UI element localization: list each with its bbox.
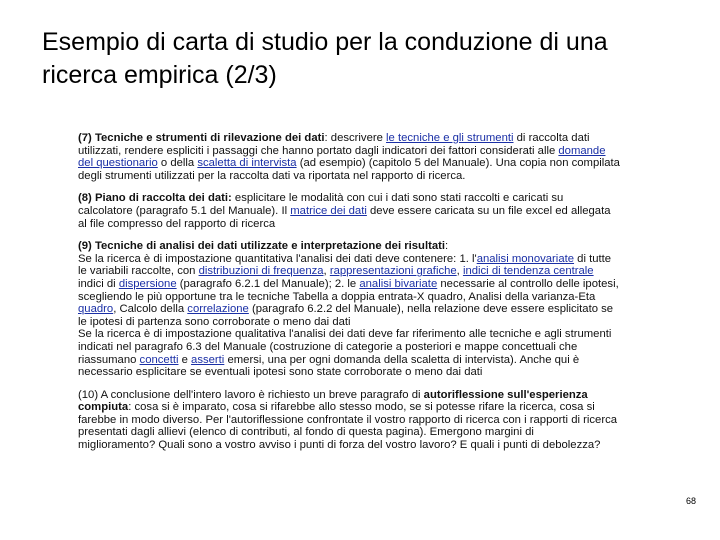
body-text: le variabili raccolte, con — [78, 265, 199, 278]
body-text: presentati dagli allievi (elenco di contributi, al fondo di questa pagina). Emergono margini di — [78, 426, 534, 439]
slide-title-line-1: Esempio di carta di studio per la conduzione di una — [42, 28, 608, 56]
body-text: indici di — [78, 277, 119, 290]
inline-link[interactable]: concetti — [139, 353, 179, 366]
inline-link[interactable]: analisi monovariate — [476, 252, 575, 265]
page-number: 68 — [686, 496, 697, 506]
bold-heading-text: compiuta — [78, 401, 129, 414]
text-line — [78, 253, 646, 266]
body-text: scegliendo le più opportune tra le tecniche Tabella a doppia entrata-X quadro, Analisi della varianza-Eta — [78, 290, 596, 303]
text-line — [78, 303, 646, 316]
slide-title — [42, 26, 702, 92]
body-text: emersi, una per ogni domanda della scaletta di intervista). Anche qui è — [224, 353, 580, 366]
body-text: farebbe in modo diverso. Per l'autoriflessione confrontate il vostro rapporto di ricerca con i rapporti di ricerca — [78, 413, 618, 426]
bold-heading-text: autoriflessione sull'esperienza — [423, 388, 588, 401]
body-text: di raccolta dati — [513, 132, 590, 144]
text-line — [78, 439, 646, 452]
body-text: (ad esempio) (capitolo 5 del Manuale). Una copia non compilata — [296, 157, 620, 170]
body-text: indicati nel paragrafo 6.3 del Manuale (costruzione di categorie a posteriori e mappe concettuali che — [78, 340, 578, 353]
inline-link[interactable]: del questionario — [78, 157, 158, 170]
body-text: : — [445, 240, 449, 253]
body-text: calcolatore (paragrafo 5.1 del Manuale). Il — [78, 204, 291, 217]
text-line — [78, 366, 646, 379]
paragraph-p9 — [78, 240, 646, 379]
body-text: Se la ricerca è di impostazione quantitativa l'analisi dei dati deve contenere: 1. l' — [78, 252, 477, 265]
body-text: (paragrafo 6.2.2 del Manuale), nella relazione deve essere esplicitato se — [248, 303, 614, 316]
inline-link[interactable]: analisi bivariate — [359, 277, 438, 290]
text-line — [78, 145, 646, 158]
body-text: riassumano — [78, 353, 140, 366]
inline-link[interactable]: correlazione — [187, 303, 249, 316]
bold-heading-text: (8) Piano di raccolta dei dati: — [78, 192, 232, 205]
text-line — [78, 341, 646, 354]
inline-link[interactable]: scaletta di intervista — [197, 157, 297, 170]
paragraph-p7 — [78, 132, 646, 182]
inline-link[interactable]: quadro — [78, 303, 114, 316]
study-card-excerpt — [78, 132, 646, 462]
slide-title-line-2: ricerca empirica (2/3) — [42, 61, 277, 89]
text-line — [78, 205, 646, 218]
text-line — [78, 170, 646, 183]
text-line — [78, 328, 646, 341]
text-line — [78, 240, 646, 253]
text-line — [78, 414, 646, 427]
body-text: , — [456, 265, 463, 278]
body-text: al file compresso del rapporto di ricerca — [78, 217, 276, 230]
body-text: degli strumenti utilizzati per la raccolta dati va riportata nel rapporto di ricerca. — [78, 169, 466, 182]
body-text: necessario esplicitare se eventuali ipotesi sono state corroborate o meno dai dati — [78, 366, 483, 379]
text-line — [78, 218, 646, 231]
body-text: (paragrafo 6.2.1 del Manuale); 2. le — [176, 277, 360, 290]
inline-link[interactable]: domande — [558, 144, 606, 157]
text-line — [78, 192, 646, 205]
inline-link[interactable]: indici di tendenza centrale — [462, 265, 594, 278]
text-line — [78, 132, 646, 145]
inline-link[interactable]: matrice dei dati — [290, 204, 367, 217]
body-text: (10) A conclusione dell'intero lavoro è richiesto un breve paragrafo di — [78, 388, 424, 401]
inline-link[interactable]: distribuzioni di frequenza — [198, 265, 324, 278]
paragraph-p8 — [78, 192, 646, 230]
body-text: necessarie al controllo delle ipotesi, — [437, 277, 619, 290]
inline-link[interactable]: dispersione — [118, 277, 177, 290]
body-text: utilizzati, rendere espliciti i passaggi che hanno portato dagli indicatori dei fattori considerati alle — [78, 144, 559, 157]
body-text: , Calcolo della — [113, 303, 188, 316]
body-text: miglioramento? Quali sono a vostro avviso i punti di forza del vostro lavoro? E quali i punti di debolezza? — [78, 439, 601, 452]
body-text: Se la ricerca è di impostazione qualitativa l'analisi dei dati deve far riferimento alle tecniche e agli strumenti — [78, 328, 612, 341]
text-line — [78, 354, 646, 367]
text-line — [78, 291, 646, 304]
text-line — [78, 157, 646, 170]
body-text: esplicitare le modalità con cui i dati sono stati raccolti e caricati su — [231, 192, 564, 205]
inline-link[interactable]: rappresentazioni grafiche — [329, 265, 457, 278]
body-text: , — [323, 265, 330, 278]
body-text: le ipotesi di partenza sono corroborate o meno dai dati — [78, 315, 351, 328]
paragraph-p10 — [78, 389, 646, 452]
inline-link[interactable]: asserti — [191, 353, 225, 366]
bold-heading-text: (7) Tecniche e strumenti di rilevazione dei dati — [78, 132, 325, 144]
text-line — [78, 278, 646, 291]
text-line — [78, 389, 646, 402]
body-text: di tutte — [574, 252, 612, 265]
body-text: : cosa si è imparato, cosa si rifarebbe allo stesso modo, se si potesse rifare la ricerca, cosa si — [128, 401, 595, 414]
body-text: : descrivere — [324, 132, 387, 144]
body-text: deve essere caricata su un file excel ed allegata — [366, 204, 611, 217]
body-text: e — [178, 353, 192, 366]
inline-link[interactable]: le tecniche e gli strumenti — [386, 132, 514, 144]
body-text: o della — [157, 157, 198, 170]
text-line — [78, 401, 646, 414]
text-line — [78, 316, 646, 329]
bold-heading-text: (9) Tecniche di analisi dei dati utilizzate e interpretazione dei risultati — [78, 240, 446, 253]
text-line — [78, 426, 646, 439]
text-line — [78, 265, 646, 278]
